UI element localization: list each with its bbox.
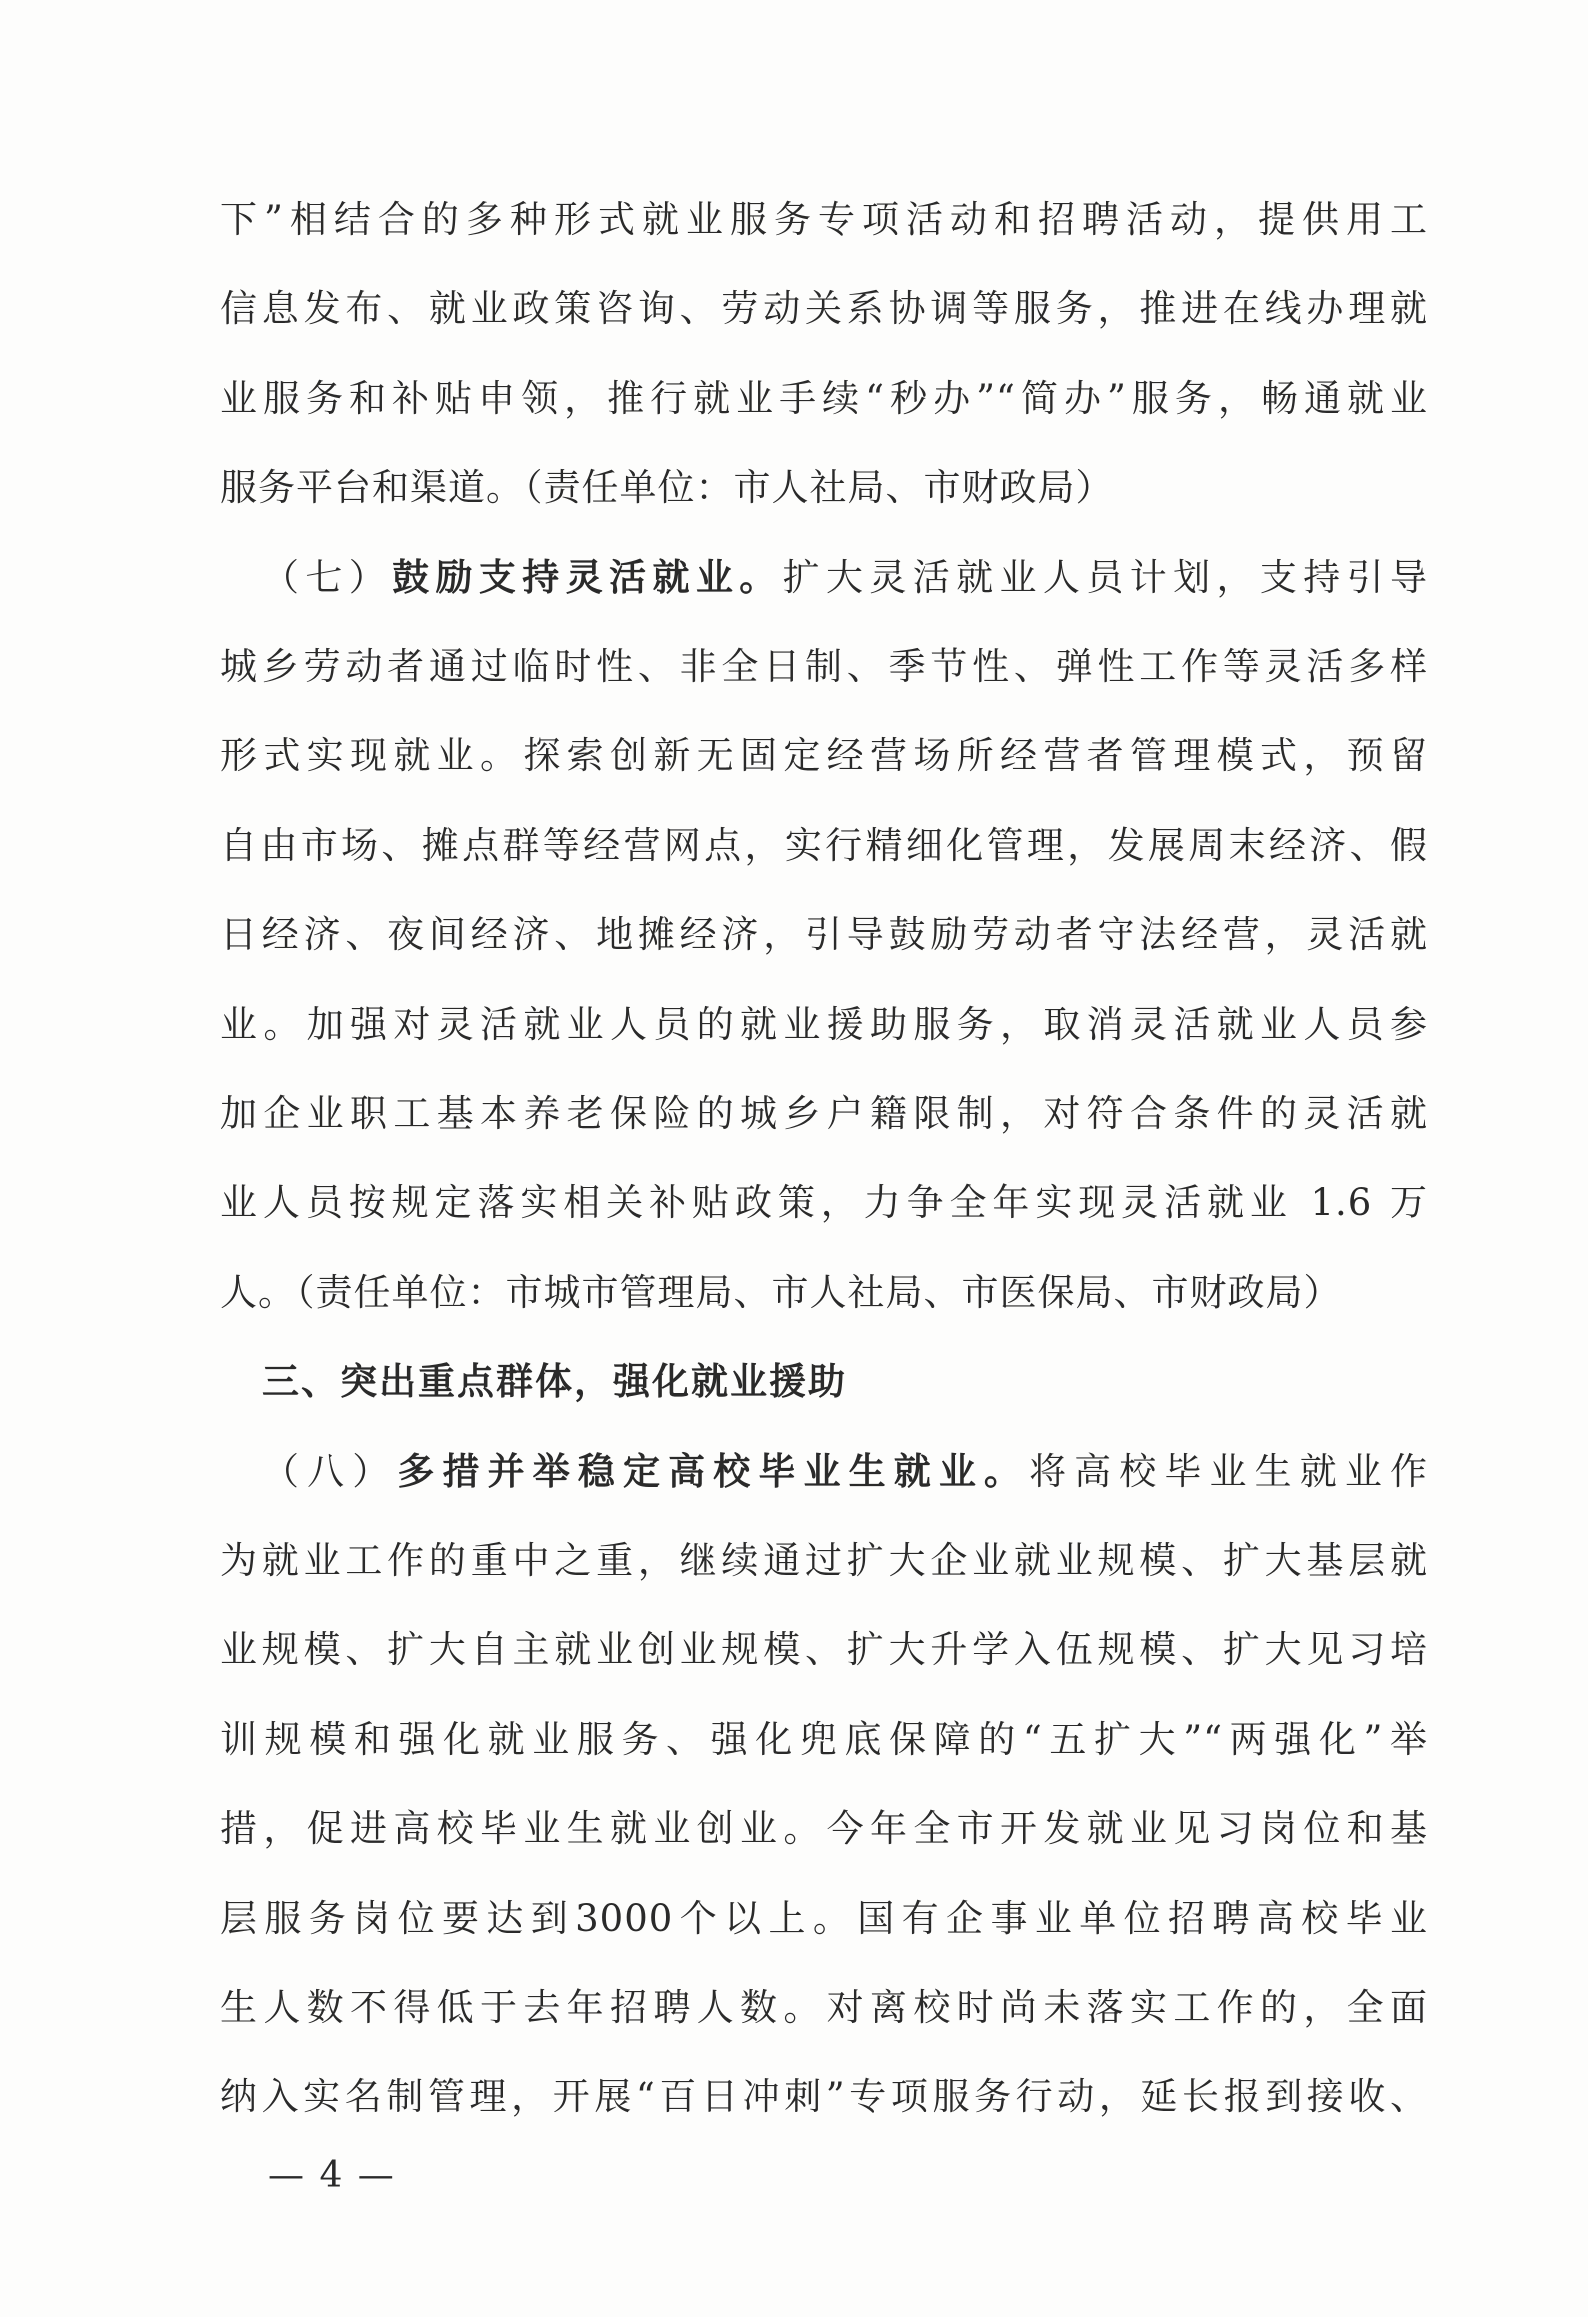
line-text: 信息发布、就业政策咨询、劳动关系协调等服务，推进在线办理就 (220, 287, 1428, 330)
paragraph-line-4 (220, 464, 1428, 512)
line-text: 措，促进高校毕业生就业创业。今年全市开发就业见习岗位和基 (220, 1807, 1428, 1850)
paragraph-line-13 (220, 1269, 1428, 1317)
line-text: 业人员按规定落实相关补贴政策，力争全年实现灵活就业 1.6 万 (220, 1181, 1428, 1224)
line-text: 日经济、夜间经济、地摊经济，引导鼓励劳动者守法经营，灵活就 (220, 913, 1428, 956)
section-number: （八） (262, 1450, 398, 1493)
line-text: 扩大灵活就业人员计划，支持引导 (782, 556, 1429, 599)
paragraph-line-1 (220, 196, 1428, 244)
paragraph-line-21 (220, 1984, 1428, 2032)
line-text: 训规模和强化就业服务、强化兜底保障的“五扩大”“两强化”举 (220, 1718, 1428, 1761)
line-text: 人。（责任单位：市城市管理局、市人社局、市医保局、市财政局） (220, 1271, 1342, 1314)
section-title: 鼓励支持灵活就业。 (392, 556, 783, 599)
paragraph-line-5 (262, 554, 1428, 602)
line-text: 加企业职工基本养老保险的城乡户籍限制，对符合条件的灵活就 (220, 1092, 1428, 1135)
line-text: 将高校毕业生就业作 (1029, 1450, 1429, 1493)
line-text: 为就业工作的重中之重，继续通过扩大企业就业规模、扩大基层就 (220, 1539, 1428, 1582)
paragraph-line-8 (220, 822, 1428, 870)
line-text: 自由市场、摊点群等经营网点，实行精细化管理，发展周末经济、假 (220, 824, 1428, 867)
line-text: 生人数不得低于去年招聘人数。对离校时尚未落实工作的，全面 (220, 1986, 1428, 2029)
line-text: 形式实现就业。探索创新无固定经营场所经营者管理模式，预留 (220, 734, 1428, 777)
paragraph-line-22 (220, 2073, 1428, 2121)
paragraph-line-9 (220, 911, 1428, 959)
paragraph-line-19 (220, 1805, 1428, 1853)
line-text: 纳入实名制管理，开展“百日冲刺”专项服务行动，延长报到接收、 (220, 2075, 1428, 2118)
paragraph-line-10 (220, 1001, 1428, 1049)
paragraph-line-20 (220, 1895, 1428, 1943)
heading-text: 三、突出重点群体，强化就业援助 (262, 1360, 847, 1403)
paragraph-line-6 (220, 643, 1428, 691)
line-text: 下”相结合的多种形式就业服务专项活动和招聘活动，提供用工 (220, 198, 1428, 241)
page-number: — 4 — (268, 2155, 396, 2196)
paragraph-line-18 (220, 1716, 1428, 1764)
line-text: 层服务岗位要达到3000个以上。国有企事业单位招聘高校毕业 (220, 1897, 1428, 1940)
paragraph-line-11 (220, 1090, 1428, 1138)
paragraph-line-2 (220, 285, 1428, 333)
line-text: 城乡劳动者通过临时性、非全日制、季节性、弹性工作等灵活多样 (220, 645, 1428, 688)
paragraph-line-17 (220, 1626, 1428, 1674)
section-title: 多措并举稳定高校毕业生就业。 (397, 1450, 1030, 1493)
paragraph-line-12 (220, 1179, 1428, 1227)
paragraph-line-3 (220, 375, 1428, 423)
line-text: 业服务和补贴申领，推行就业手续“秒办”“简办”服务，畅通就业 (220, 377, 1428, 420)
section-heading (262, 1358, 1428, 1406)
line-text: 业规模、扩大自主就业创业规模、扩大升学入伍规模、扩大见习培 (220, 1628, 1428, 1671)
line-text: 业。加强对灵活就业人员的就业援助服务，取消灵活就业人员参 (220, 1003, 1428, 1046)
section-number: （七） (262, 556, 393, 599)
paragraph-line-16 (220, 1537, 1428, 1585)
paragraph-line-7 (220, 732, 1428, 780)
line-text: 服务平台和渠道。（责任单位：市人社局、市财政局） (220, 466, 1114, 509)
paragraph-line-15 (262, 1448, 1428, 1496)
